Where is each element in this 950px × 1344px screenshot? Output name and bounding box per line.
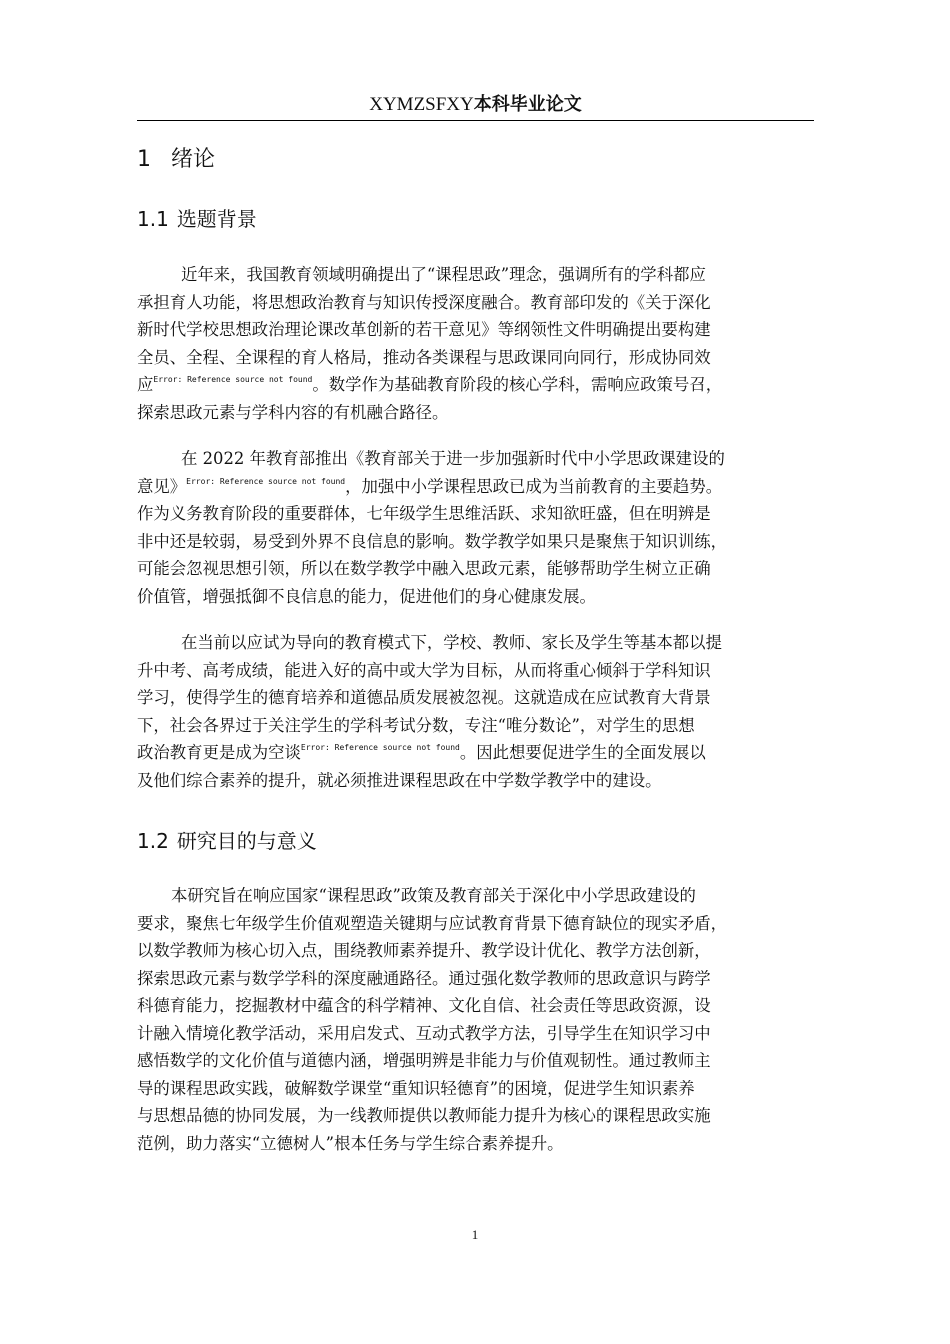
chapter-heading: [137, 145, 215, 175]
text-line: 探索思政元素与学科内容的有机融合路径。: [137, 402, 449, 422]
text-line: [137, 473, 814, 501]
text-segment: 政治教育更是成为空谈: [137, 743, 301, 762]
text-segment: 。数学作为基础教育阶段的核心学科，需响应政策号召，: [312, 375, 723, 394]
text-line: 要求，聚焦七年级学生价值观塑造关键期与应试教育背景下德育缺位的现实矛盾，: [137, 913, 728, 933]
text-line: 可能会忽视思想引领，所以在数学教学中融入思政元素，能够帮助学生树立正确: [137, 559, 711, 578]
text-line: 及他们综合素养的提升，就必须推进课程思政在中学数学教学中的建设。: [137, 770, 662, 790]
reference-error: Error: Reference source not found: [186, 476, 346, 486]
text-line: 以数学教师为核心切入点，围绕教师素养提升、教学设计优化、教学方法创新，: [137, 941, 711, 960]
text-line: 在当前以应试为导向的教育模式下，学校、教师、家长及学生等基本都以提: [181, 633, 722, 652]
text-line: 新时代学校思想政治理论课改革创新的若干意见》等纲领性文件明确提出要构建: [137, 320, 711, 339]
text-line: 在 2022 年教育部推出《教育部关于进一步加强新时代中小学思政课建设的: [181, 449, 725, 468]
section-number: 1.2: [137, 829, 169, 853]
text-line: 本研究旨在响应国家“课程思政”政策及教育部关于深化中小学思政建设的: [171, 886, 696, 905]
text-line: 与思想品德的协同发展，为一线教师提供以教师能力提升为核心的课程思政实施: [137, 1106, 711, 1125]
text-line: [137, 371, 814, 399]
paragraph-1-1-a: [137, 261, 814, 426]
text-line: 非中还是较弱，易受到外界不良信息的影响。数学教学如果只是聚焦于知识训练，: [137, 531, 728, 551]
text-line: 学习，使得学生的德育培养和道德品质发展被忽视。这就造成在应试教育大背景: [137, 688, 711, 707]
section-heading-1-1: [137, 205, 257, 233]
text-line: 感悟数学的文化价值与道德内涵，增强明辨是非能力与价值观韧性。通过教师主: [137, 1051, 711, 1070]
text-line: 导的课程思政实践，破解数学课堂“重知识轻德育”的困境，促进学生知识素养: [137, 1078, 695, 1098]
text-line: 价值管，增强抵御不良信息的能力，促进他们的身心健康发展。: [137, 586, 596, 606]
reference-error: Error: Reference source not found: [153, 375, 313, 384]
paragraph-1-1-b: [137, 445, 814, 610]
text-line: 计融入情境化教学活动，采用启发式、互动式教学方法，引导学生在知识学习中: [137, 1023, 711, 1043]
page-number: 1: [471, 1227, 479, 1242]
header-title: 本科毕业论文: [473, 94, 582, 115]
text-line: 近年来，我国教育领域明确提出了“课程思政”理念，强调所有的学科都应: [181, 265, 706, 284]
section-title: 选题背景: [176, 207, 257, 231]
text-segment: 意见》: [137, 476, 187, 496]
text-line: 承担育人功能，将思想政治教育与知识传授深度融合。教育部印发的《关于深化: [137, 292, 711, 312]
text-segment: ，加强中小学课程思政已成为当前教育的主要趋势。: [345, 476, 723, 496]
text-line: 下，社会各界过于关注学生的学科考试分数，专注“唯分数论”，对学生的思想: [137, 715, 695, 735]
text-segment: 。因此想要促进学生的全面发展以: [459, 743, 706, 762]
text-line: [137, 739, 814, 767]
section-title: 研究目的与意义: [176, 829, 317, 853]
reference-error: Error: Reference source not found: [300, 743, 460, 752]
paragraph-1-2-a: [137, 882, 814, 1157]
text-line: 范例，助力落实“立德树人”根本任务与学生综合素养提升。: [137, 1133, 564, 1153]
chapter-number: 1: [137, 147, 151, 172]
paragraph-1-1-c: [137, 629, 814, 794]
chapter-title: 绪论: [171, 147, 216, 172]
section-number: 1.1: [137, 207, 169, 231]
text-line: 全员、全程、全课程的育人格局，推动各类课程与思政课同向同行，形成协同效: [137, 347, 711, 367]
page-header: [137, 92, 814, 121]
text-line: 探索思政元素与数学学科的深度融通路径。通过强化数学教师的思政意识与跨学: [137, 968, 711, 988]
text-line: 作为义务教育阶段的重要群体，七年级学生思维活跃、求知欲旺盛，但在明辨是: [137, 504, 711, 523]
section-heading-1-2: [137, 827, 317, 855]
text-line: 科德育能力，挖掘教材中蕴含的科学精神、文化自信、社会责任等思政资源，设: [137, 996, 711, 1015]
text-segment: 应: [137, 375, 154, 394]
header-latin: XYMZSFXY: [369, 94, 474, 115]
text-line: 升中考、高考成绩，能进入好的高中或大学为目标，从而将重心倾斜于学科知识: [137, 660, 711, 680]
